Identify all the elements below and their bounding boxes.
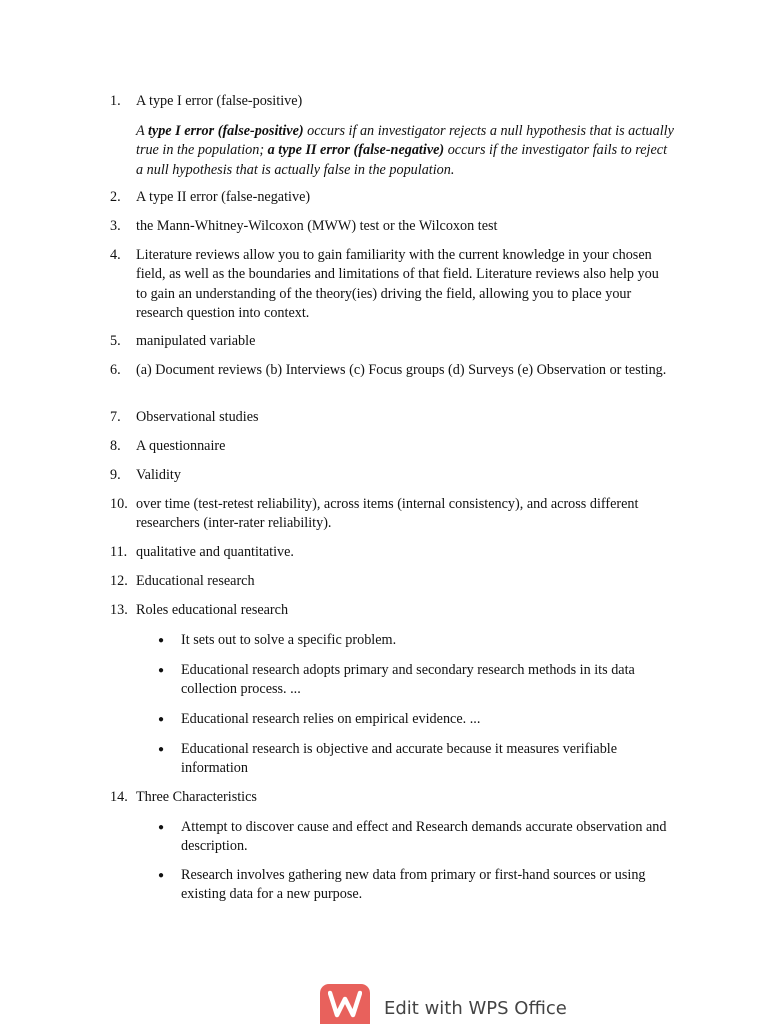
item-number: 8. xyxy=(110,438,121,454)
bullet-text: Educational research relies on empirical evidence. ... xyxy=(181,711,481,727)
bullet-dot: ● xyxy=(158,665,165,676)
error-explanation-paragraph xyxy=(136,122,676,180)
list-item-13 xyxy=(110,601,670,620)
bullet-text: It sets out to solve a specific problem. xyxy=(181,632,397,648)
item-number: 3. xyxy=(110,218,121,234)
item-number: 11. xyxy=(110,544,128,560)
characteristics-bullet-2 xyxy=(158,866,678,905)
bullet-text: Research involves gathering new data from primary or first-hand sources or using existing data for a new purpose. xyxy=(181,867,646,903)
item-text: manipulated variable xyxy=(136,333,256,349)
item-text: Educational research xyxy=(136,573,255,589)
bullet-dot: ● xyxy=(158,870,165,881)
item-text: Three Characteristics xyxy=(136,789,257,805)
wps-watermark xyxy=(320,984,580,1024)
list-item-7 xyxy=(110,408,670,427)
wps-edit-label: Edit with WPS Office xyxy=(384,998,567,1019)
explanation-lead: A xyxy=(136,123,148,139)
list-item-14 xyxy=(110,788,670,807)
item-text: over time (test-retest reliability), across items (internal consistency), and across different researchers (inter-rater reliability). xyxy=(136,496,639,532)
item-number: 13. xyxy=(110,602,128,618)
item-number: 6. xyxy=(110,362,121,378)
item-number: 14. xyxy=(110,789,128,805)
bullet-dot: ● xyxy=(158,714,165,725)
list-item-9 xyxy=(110,466,670,485)
item-number: 12. xyxy=(110,573,128,589)
item-number: 7. xyxy=(110,409,121,425)
item-text: qualitative and quantitative. xyxy=(136,544,294,560)
roles-bullet-4 xyxy=(158,740,678,779)
bullet-text: Educational research adopts primary and secondary research methods in its data collection process. ... xyxy=(181,662,635,698)
list-item-5 xyxy=(110,332,670,351)
list-item-10 xyxy=(110,495,670,534)
item-number: 9. xyxy=(110,467,121,483)
list-item-12 xyxy=(110,572,670,591)
item-text: A type I error (false-positive) xyxy=(136,93,303,109)
list-item-1 xyxy=(110,92,670,111)
characteristics-bullet-1 xyxy=(158,818,678,857)
item-number: 10. xyxy=(110,496,128,512)
explanation-mid: occurs if an investigator rejects a null hypothesis that is actually true in the population; xyxy=(136,123,674,159)
item-text: A type II error (false-negative) xyxy=(136,189,311,205)
roles-bullet-2 xyxy=(158,661,678,700)
item-number: 1. xyxy=(110,93,121,109)
bullet-dot: ● xyxy=(158,822,165,833)
item-text: Literature reviews allow you to gain familiarity with the current knowledge in your chosen field, as well as the boundaries and limitations of that field. Literature reviews also help you to gain an understanding of the theory(ies) driving the field, allowing you to place your research question into context. xyxy=(136,247,659,322)
roles-bullet-1 xyxy=(158,631,678,650)
bullet-text: Educational research is objective and accurate because it measures verifiable information xyxy=(181,741,618,777)
item-number: 5. xyxy=(110,333,121,349)
bullet-text: Attempt to discover cause and effect and Research demands accurate observation and description. xyxy=(181,819,667,855)
bullet-dot: ● xyxy=(158,744,165,755)
list-item-11 xyxy=(110,543,670,562)
item-text: A questionnaire xyxy=(136,438,226,454)
explanation-tail: occurs if the investigator fails to reject a null hypothesis that is actually false in the population. xyxy=(136,142,668,178)
item-text: Roles educational research xyxy=(136,602,289,618)
list-item-6 xyxy=(110,361,670,380)
bullet-dot: ● xyxy=(158,635,165,646)
list-item-2 xyxy=(110,188,670,207)
list-item-4 xyxy=(110,246,670,324)
list-item-3 xyxy=(110,217,670,236)
item-text: Validity xyxy=(136,467,181,483)
term-type-i-error: type I error (false-positive) xyxy=(147,123,304,139)
item-text: the Mann-Whitney-Wilcoxon (MWW) test or the Wilcoxon test xyxy=(136,218,498,234)
roles-bullet-3 xyxy=(158,710,678,729)
item-text: (a) Document reviews (b) Interviews (c) Focus groups (d) Surveys (e) Observation or testing. xyxy=(136,362,667,378)
list-item-8 xyxy=(110,437,670,456)
item-number: 4. xyxy=(110,247,121,263)
term-type-ii-error: a type II error (false-negative) xyxy=(267,142,445,159)
wps-logo-icon xyxy=(320,984,370,1024)
item-number: 2. xyxy=(110,189,121,205)
item-text: Observational studies xyxy=(136,409,259,425)
